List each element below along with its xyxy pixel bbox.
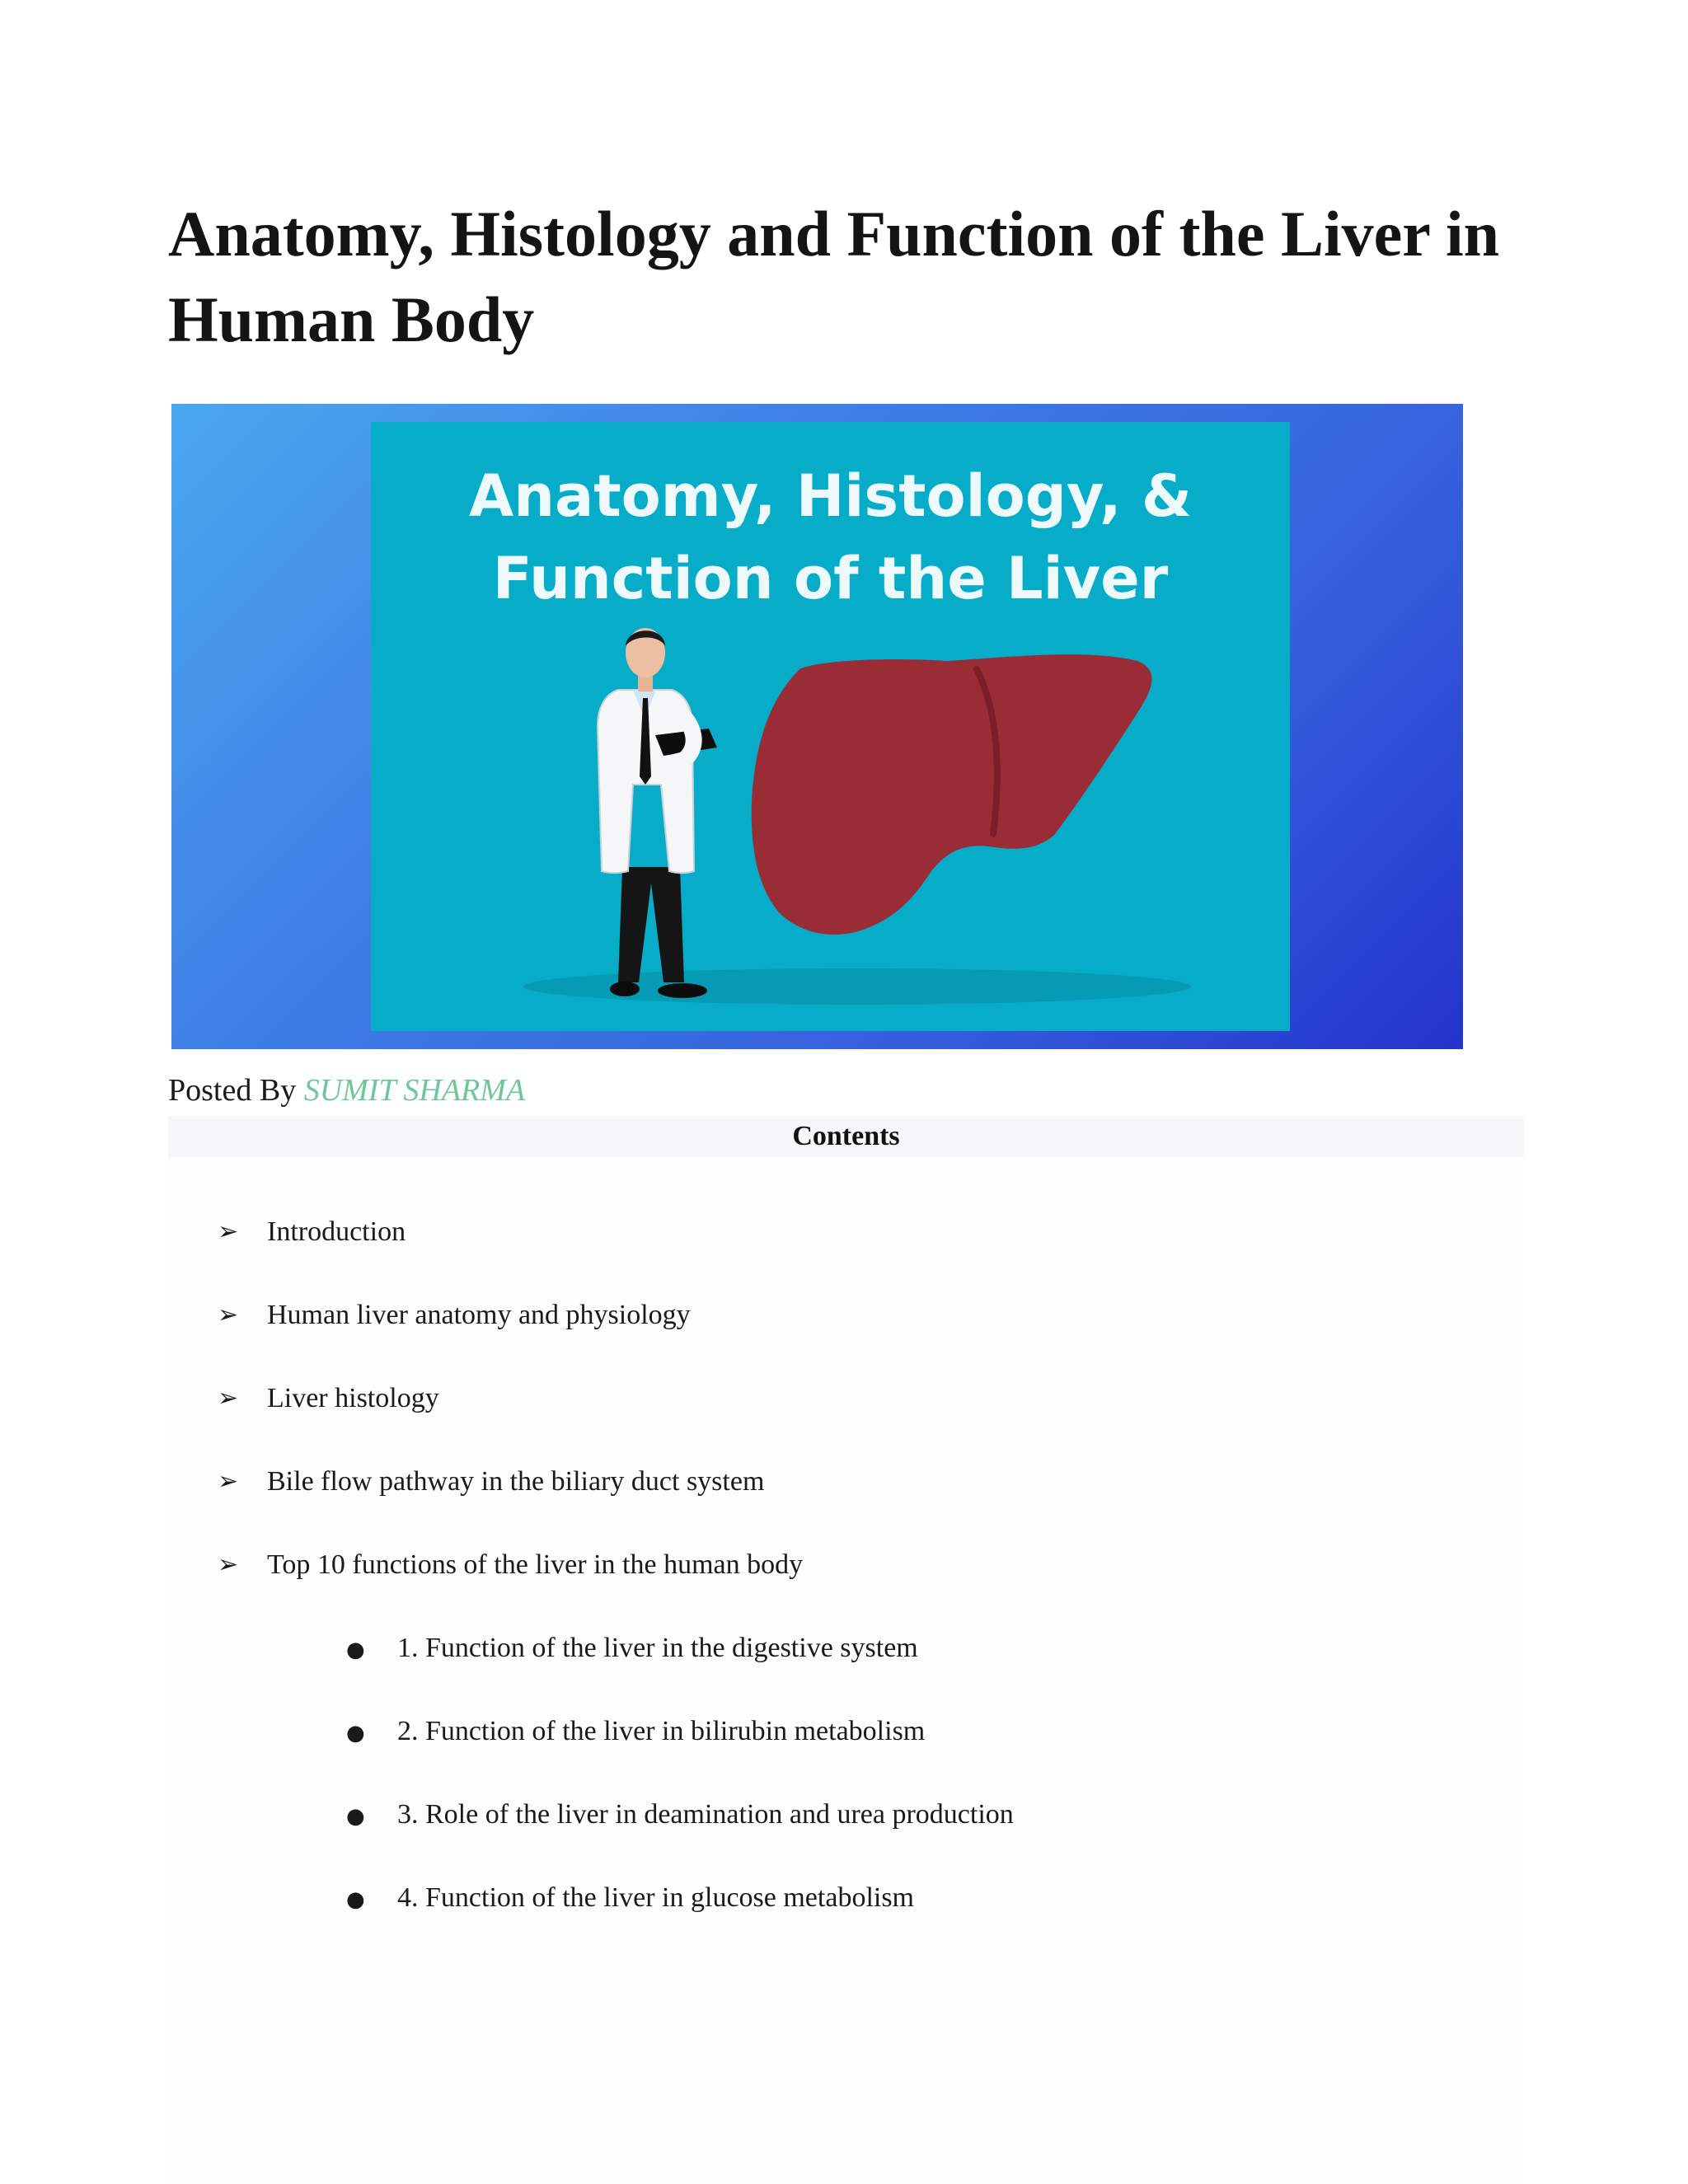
hero-image xyxy=(171,404,1463,1049)
arrow-bullet-icon: ➢ xyxy=(218,1384,239,1413)
toc-subitem-label: 3. Role of the liver in deamination and urea production xyxy=(397,1799,1014,1830)
byline-prefix: Posted By xyxy=(168,1073,297,1108)
liver-shape xyxy=(752,654,1152,935)
toc-item-label: Top 10 functions of the liver in the human body xyxy=(267,1549,804,1580)
doctor-figure xyxy=(598,628,717,998)
toc-item-label: Human liver anatomy and physiology xyxy=(267,1300,691,1330)
hero-heading-line2: Function of the Liver xyxy=(492,545,1169,612)
dot-bullet-icon: ● xyxy=(346,1887,365,1912)
arrow-bullet-icon: ➢ xyxy=(218,1467,239,1496)
toc-item-label: Bile flow pathway in the biliary duct system xyxy=(267,1466,765,1497)
contents-heading: Contents xyxy=(168,1116,1524,1157)
toc-item-label: Liver histology xyxy=(267,1383,439,1413)
arrow-bullet-icon: ➢ xyxy=(218,1301,239,1329)
article-title: Anatomy, Histology and Function of the Liver in Human Body xyxy=(168,198,1500,355)
hero-heading xyxy=(371,455,1290,620)
arrow-bullet-icon: ➢ xyxy=(218,1217,239,1246)
hero-heading-line1: Anatomy, Histology, & xyxy=(468,462,1193,530)
hero-panel xyxy=(371,422,1290,1031)
toc-item-label: Introduction xyxy=(267,1216,406,1247)
dot-bullet-icon: ● xyxy=(346,1638,365,1662)
toc-subitem-label: 1. Function of the liver in the digestive system xyxy=(397,1633,918,1663)
toc-subitem-label: 2. Function of the liver in bilirubin metabolism xyxy=(397,1716,926,1746)
byline xyxy=(168,1070,525,1111)
dot-bullet-icon: ● xyxy=(346,1721,365,1746)
author-link[interactable]: SUMIT SHARMA xyxy=(303,1073,526,1108)
arrow-bullet-icon: ➢ xyxy=(218,1550,239,1579)
toc-subitem-label: 4. Function of the liver in glucose metabolism xyxy=(397,1882,915,1913)
dot-bullet-icon: ● xyxy=(346,1804,365,1829)
